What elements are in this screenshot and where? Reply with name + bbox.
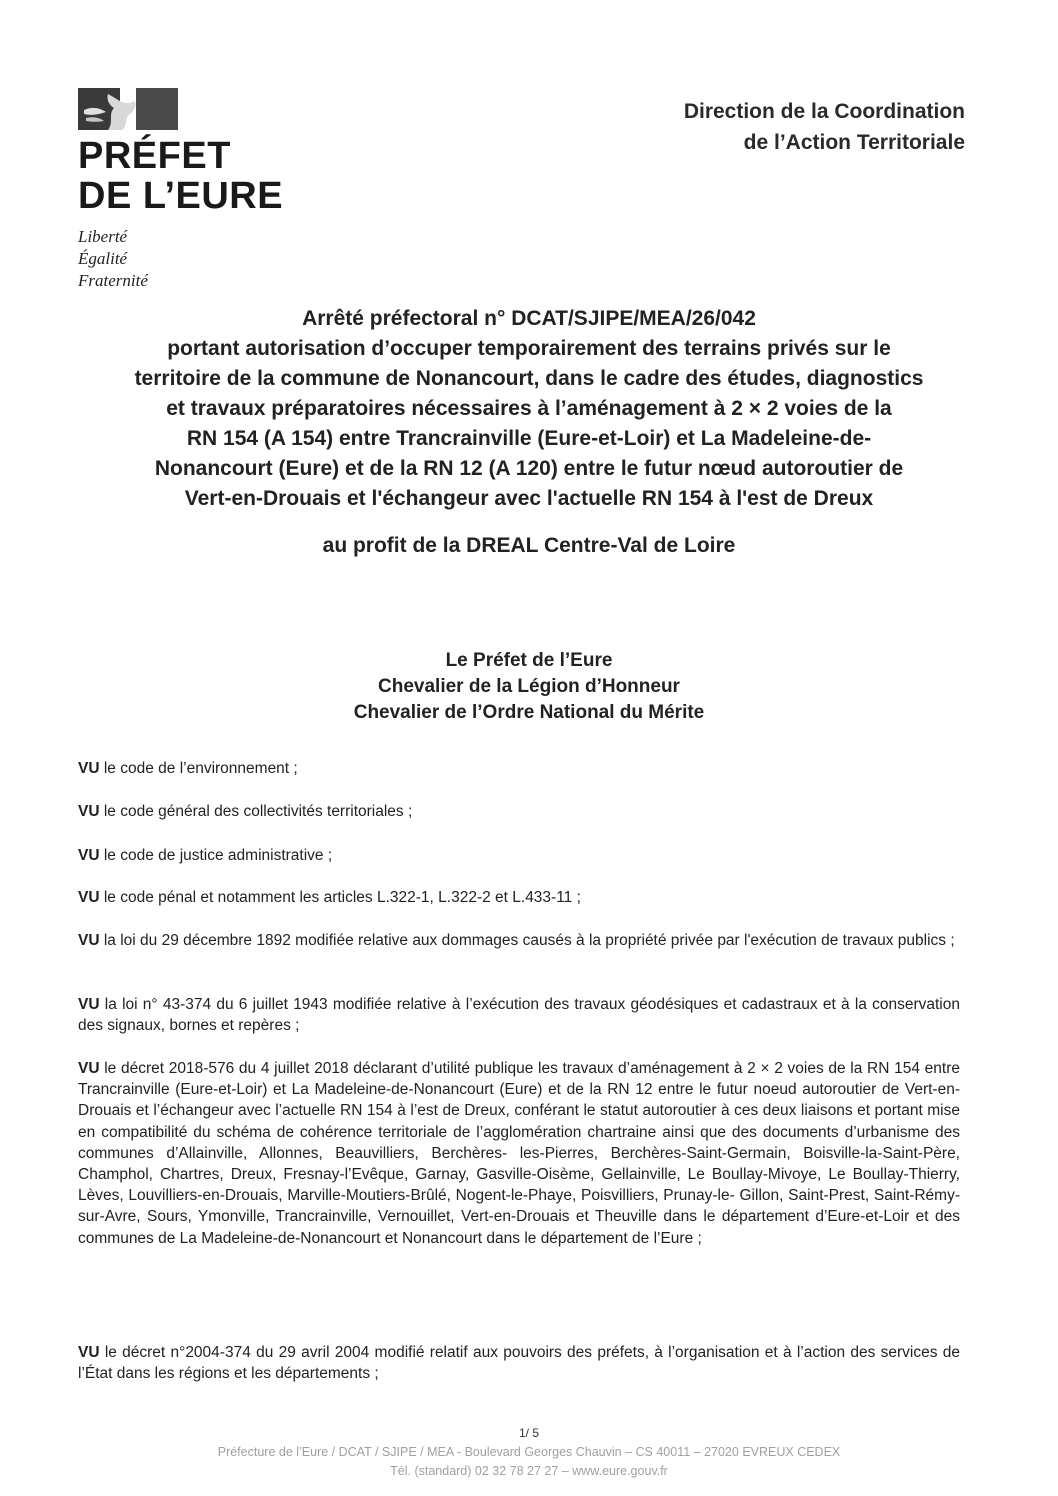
marianne-emblem [78,88,178,130]
title-line: Vert-en-Drouais et l'échangeur avec l'actuelle RN 154 à l'est de Dreux [184,487,874,510]
consideration-text: le code de l’environnement ; [99,760,298,777]
vu-label: VU [78,1344,100,1361]
consideration-text: le code général des collectivités territoriales ; [99,803,413,820]
footer-contact: Tél. (standard) 02 32 78 27 27 – www.eure.gouv.fr [390,1464,668,1478]
title-line: Nonancourt (Eure) et de la RN 12 (A 120) entre le futur nœud autoroutier de [154,457,904,480]
title-line: RN 154 (A 154) entre Trancrainville (Eure-et-Loir) et La Madeleine-de- [186,427,872,450]
motto-liberte: Liberté [78,227,128,246]
consideration-text: la loi n° 43-374 du 6 juillet 1943 modifiée relative à l’exécution des travaux géodésiques et cadastraux et à la conservation des signaux, bornes et repères ; [78,996,960,1035]
consideration-text: le code de justice administrative ; [99,847,333,864]
title-line: portant autorisation d’occuper temporairement des terrains privés sur le [167,337,891,360]
title-line: territoire de la commune de Nonancourt, dans le cadre des études, diagnostics [134,367,924,390]
consideration-item [78,1058,960,1249]
consideration-item [78,845,960,866]
consideration-text: le décret n°2004-374 du 29 avril 2004 modifié relatif aux pouvoirs des préfets, à l’organisation et à l’action des services de l’État dans les régions et les départements ; [78,1344,960,1383]
consideration-text: le code pénal et notamment les articles L.322-1, L.322-2 et L.433-11 ; [99,889,581,906]
decree-title [60,304,998,514]
vu-label: VU [78,847,100,864]
consideration-text: le décret 2018-576 du 4 juillet 2018 déclarant d’utilité publique les travaux d’aménagement à 2 × 2 voies de la RN 154 entre Trancrainville (Eure-et-Loir) et La Madeleine-de-Nonancourt (Eure) et de la RN 12 entre le futur noeud autoroutier de Vert-en-Drouais et l’échangeur avec l’actuelle RN 154 à l’est de Dreux, conférant le statut autoroutier à ces deux liaisons et portant mise en compatibilité du schéma de cohérence territoriale de l’agglomération chartraine ainsi que des documents d’urbanisme des communes d’Allainville, Allonnes, Beauvilliers, Berchères- les-Pierres, Berchères-Saint-Germain, Boisville-la-Saint-Père, Champhol, Chartres, Dreux, Fresnay-l’Evêque, Garnay, Gasville-Oisème, Gellainville, Le Boullay-Mivoye, Le Boullay-Thierry, Lèves, Louvilliers-en-Drouais, Marville-Moutiers-Brûlé, Nogent-le-Phaye, Poisvilliers, Prunay-le- Gillon, Saint-Prest, Saint-Rémy-sur-Avre, Sours, Ymonville, Trancrainville, Vernouillet, Vert-en-Drouais et Theuville dans le département d’Eure-et-Loir et des communes de La Madeleine-de-Nonancourt et Nonancourt dans le département de l’Eure ; [78,1060,960,1247]
vu-label: VU [78,803,100,820]
prefect-titles [60,648,998,726]
consideration-item [78,1342,960,1384]
direction-line-2: de l’Action Territoriale [743,131,965,154]
consideration-item [78,994,960,1036]
consideration-item [78,930,960,951]
page-number: 1/ 5 [518,1426,539,1440]
consideration-item [78,887,960,908]
republic-motto [78,226,318,292]
footer-address: Préfecture de l’Eure / DCAT / SJIPE / MEA - Boulevard Georges Chauvin – CS 40011 – 27020 EVREUX CEDEX [217,1445,841,1459]
vu-label: VU [78,889,100,906]
consideration-item [78,801,960,822]
prefecture-logo [78,88,318,292]
title-line: et travaux préparatoires nécessaires à l’aménagement à 2 × 2 voies de la [166,397,892,420]
logo-eure: DE L’EURE [78,175,284,217]
vu-label: VU [78,996,100,1013]
issuing-direction [684,96,965,158]
prefect-line-2: Chevalier de la Légion d’Honneur [378,676,680,697]
prefect-line-3: Chevalier de l’Ordre National du Mérite [353,702,705,723]
decree-beneficiary: au profit de la DREAL Centre-Val de Loire [322,534,736,557]
vu-label: VU [78,1060,100,1077]
vu-label: VU [78,760,100,777]
vu-label: VU [78,932,100,949]
logo-prefet: PRÉFET [78,135,231,177]
prefect-line-1: Le Préfet de l’Eure [445,650,613,671]
title-line: Arrêté préfectoral n° DCAT/SJIPE/MEA/26/042 [302,307,756,330]
consideration-item [78,758,960,779]
motto-egalite: Égalité [78,249,128,268]
page-footer [0,1443,1058,1481]
consideration-text: la loi du 29 décembre 1892 modifiée relative aux dommages causés à la propriété privée par l'exécution de travaux publics ; [99,932,955,949]
direction-line-1: Direction de la Coordination [683,100,965,123]
motto-fraternite: Fraternité [78,271,148,290]
